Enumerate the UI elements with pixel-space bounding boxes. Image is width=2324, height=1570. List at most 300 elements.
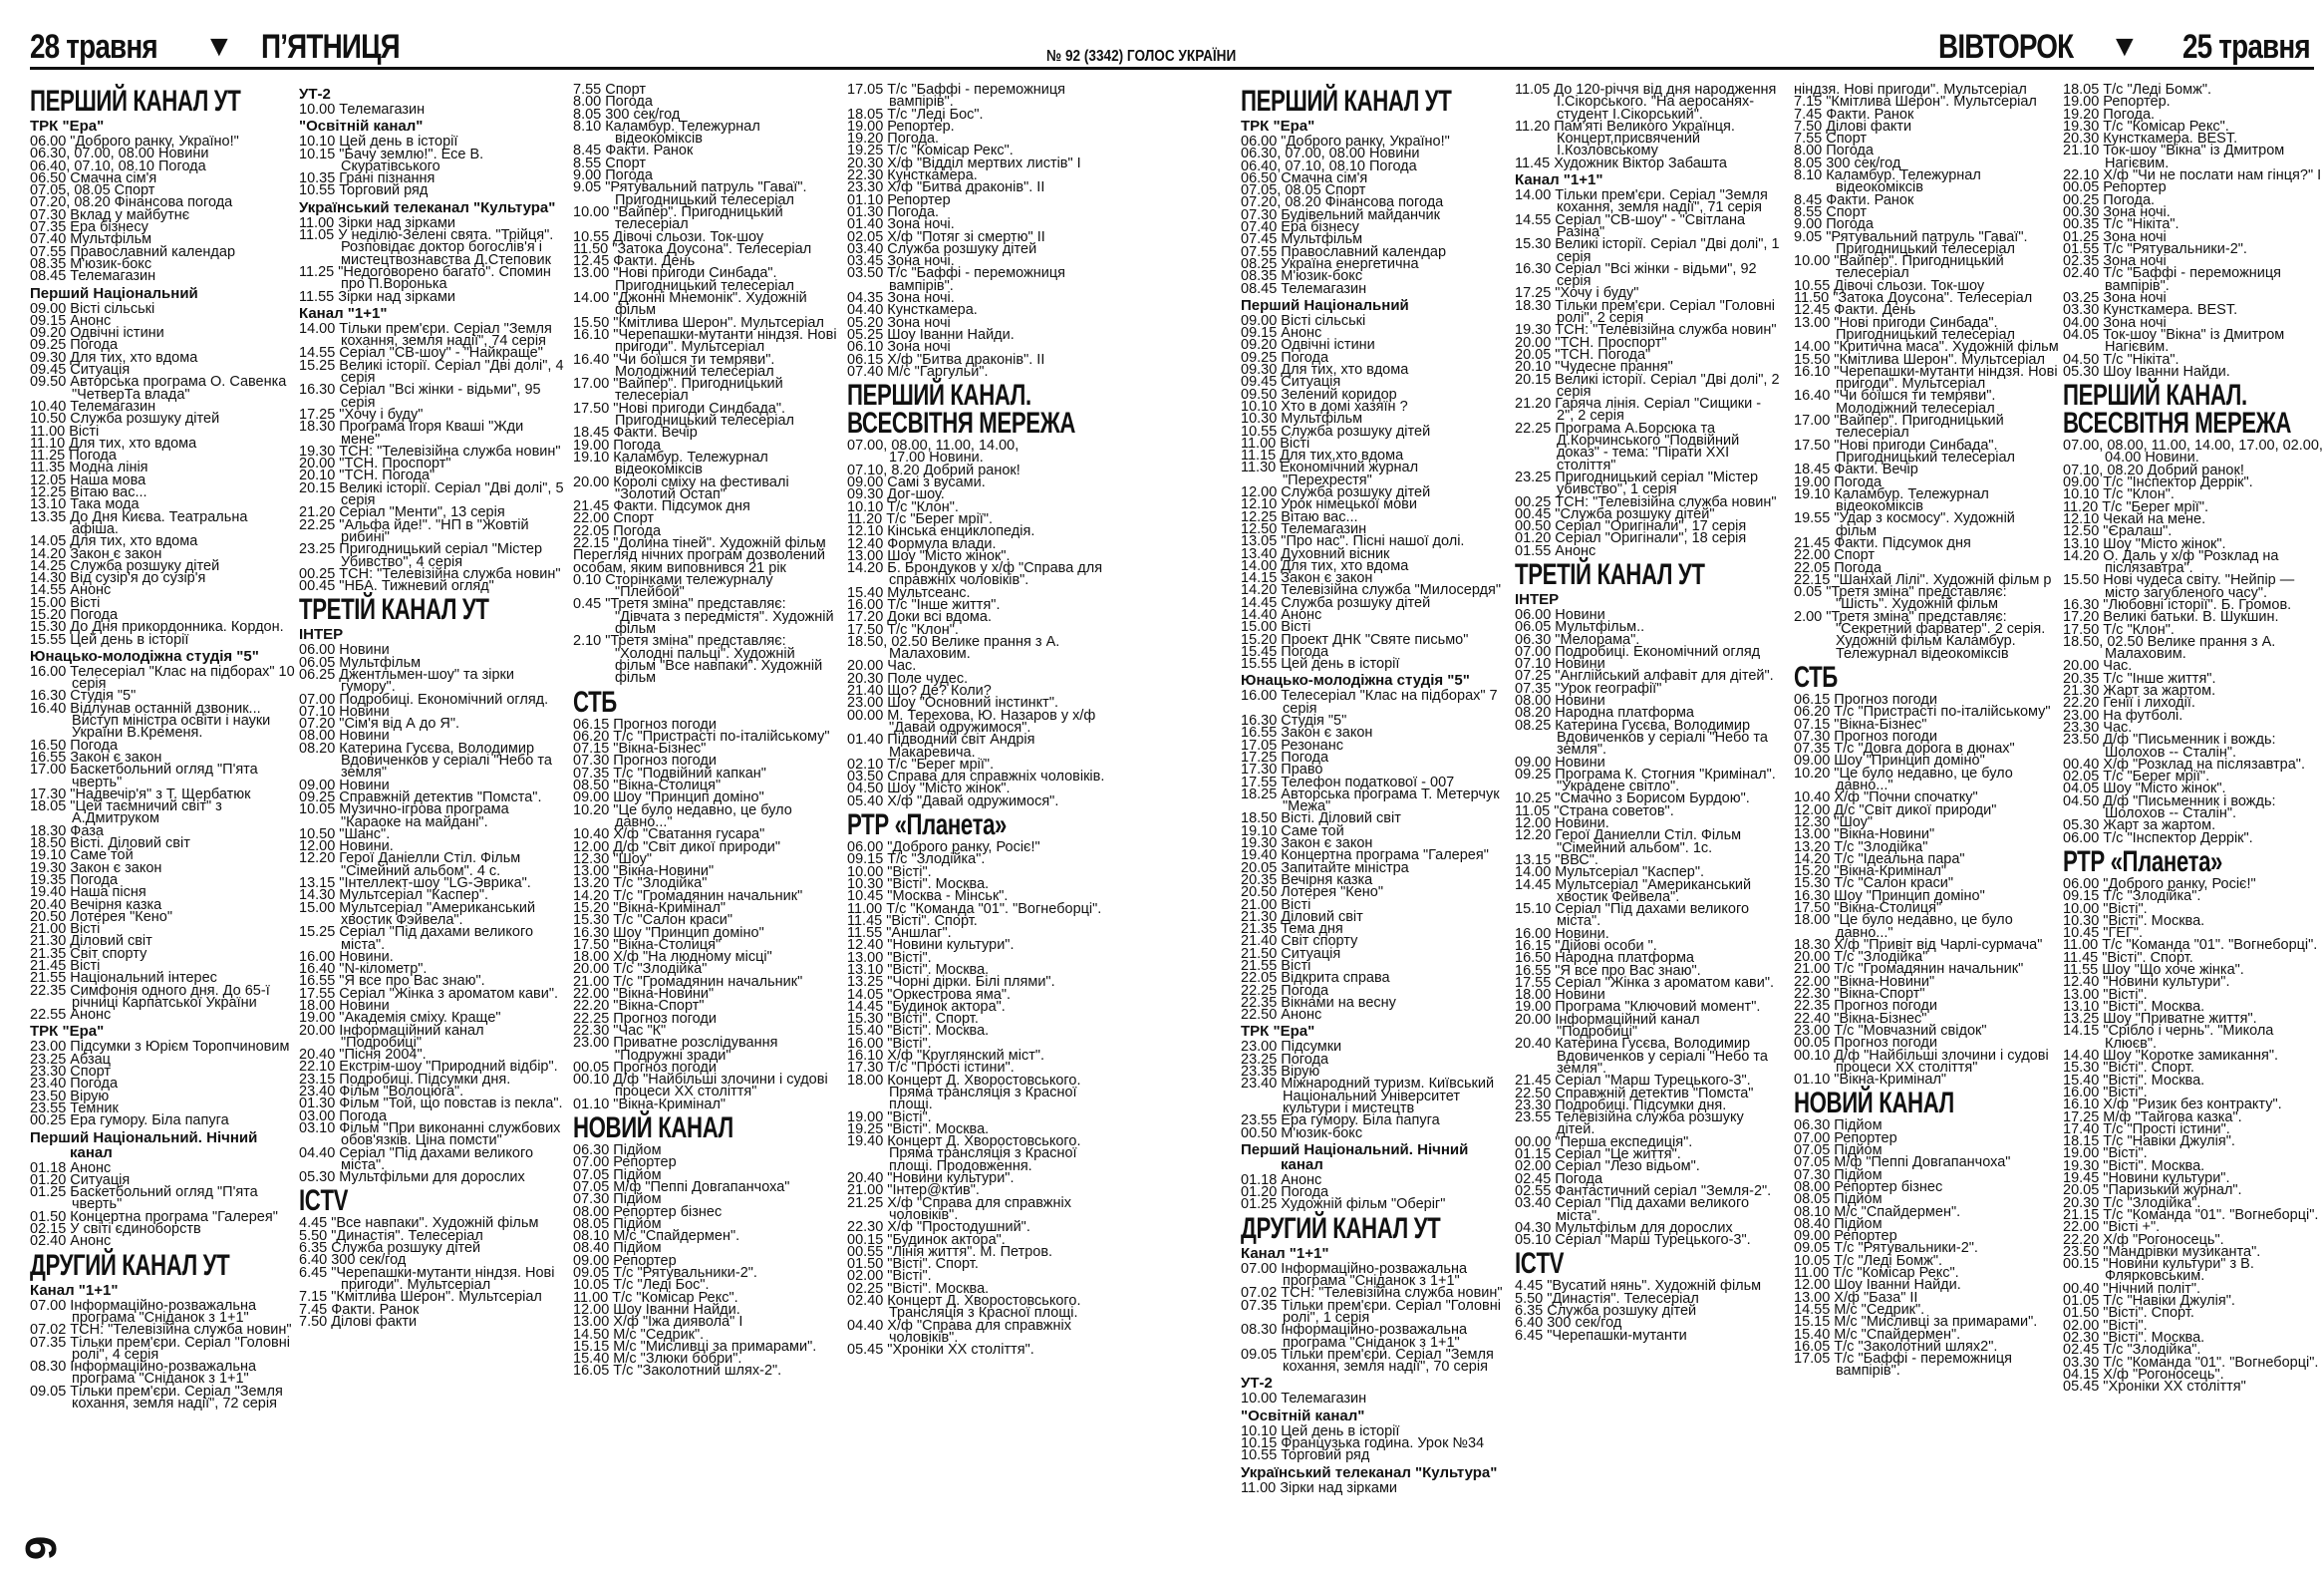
program-time: 10.20 — [1794, 765, 1831, 782]
program-title: "Вікна-Новини" — [1834, 973, 1935, 990]
program-time: 01.05 — [2063, 1293, 2100, 1310]
program-time: 10.55 — [299, 182, 336, 199]
program-time: 22.15 — [1794, 571, 1831, 588]
program-title: Великі історії. Серіал "Дві долі", 1 серія — [1555, 236, 1780, 265]
program-time: 01.40 — [847, 732, 884, 749]
program-time: 12.10 — [847, 523, 884, 540]
program-time: 10.10 — [847, 498, 884, 515]
program-time: 05.45 — [847, 1342, 884, 1359]
program-time: 16.30 — [573, 924, 610, 941]
program-title: Формула влади. — [887, 535, 997, 552]
program-title: "Третя зміна" представляє: "Шість". Художній фільм — [1826, 584, 2007, 613]
program-title: Новини — [339, 642, 390, 659]
program-time: 23.00 — [1241, 1039, 1278, 1056]
program-item — [1515, 118, 1780, 159]
program-title: Служба розшуку дітей — [1547, 1303, 1697, 1320]
program-title: "Династія". Телесеріал — [1547, 1290, 1699, 1307]
program-item — [847, 1317, 1112, 1346]
program-title: Вісті — [70, 958, 101, 974]
program-title: Чекай на мене. — [2103, 510, 2206, 527]
program-title: Т/с "Леді Бомж". — [2103, 82, 2212, 98]
program-time: 10.00 — [1241, 1391, 1278, 1408]
program-title: Народна платформа — [1555, 705, 1694, 722]
program-title: "Чорні дірки. Білі плями". — [887, 974, 1055, 991]
program-title: Служба розшуку дітей — [70, 557, 220, 574]
program-title: "Вікна-Кримінал" — [1834, 863, 1947, 880]
program-time: 15.15 — [1794, 1314, 1831, 1331]
program-title: Мультфільм — [70, 231, 152, 248]
program-title: "Будинок актора". — [887, 998, 1006, 1015]
program-title: Погода — [1281, 749, 1329, 766]
program-title: Ситуація — [70, 1171, 131, 1188]
program-time: 19.00 — [1794, 473, 1831, 490]
program-title: Програма Ігоря Кваші "Жди мене" — [339, 419, 524, 448]
program-title: Т/с "Нікіта". — [2103, 216, 2179, 233]
program-title: Закон є закон — [70, 859, 162, 876]
program-time: 00.30 — [2063, 203, 2100, 220]
program-time: 22.25 — [299, 516, 336, 533]
program-title: М/с "Мисливці за примарами". — [613, 1338, 817, 1355]
program-title: Новини — [339, 777, 390, 793]
program-title: Т/с "Подвійний капкан" — [613, 765, 766, 782]
program-time: 20.00 — [573, 473, 610, 490]
program-title: Т/с "Баффі - переможниця вампірів". — [2103, 265, 2282, 294]
program-time: 00.50 — [1241, 1124, 1278, 1141]
program-item — [30, 764, 295, 788]
program-title: Т/с "Баффі - переможниця вампірів". — [887, 82, 1066, 111]
program-title: Підйом — [613, 1215, 662, 1232]
program-item — [847, 633, 1112, 663]
program-title: Т/с "Громадянин начальник" — [613, 973, 803, 990]
program-title: Серіал "Менти", 13 серія — [339, 504, 505, 521]
program-title: М'юзик-бокс — [1281, 1124, 1363, 1141]
program-title: Шоу "Принцип доміно" — [613, 789, 764, 806]
program-time: 02.00 — [847, 1268, 884, 1285]
program-title: "ТСН. Проспорт" — [339, 456, 451, 472]
program-time: 21.35 — [30, 945, 67, 962]
program-title: Ситуація — [1281, 374, 1341, 391]
program-item — [573, 449, 838, 478]
program-title: "Шанс". — [339, 825, 391, 842]
program-time: 07.02 — [1241, 1285, 1278, 1302]
column-8 — [2063, 82, 2324, 1396]
program-item — [2063, 326, 2324, 356]
program-title: Французька година. Урок №34 — [1281, 1435, 1485, 1452]
program-title: Для тих, хто вдома — [70, 349, 198, 366]
program-title: "Доброго ранку, Україно!" — [1281, 134, 1450, 150]
program-title: Шоу "Принцип доміно" — [1834, 887, 1985, 904]
program-title: Анонс — [70, 1007, 112, 1024]
program-time: 17.55 — [1241, 774, 1278, 790]
program-time: 18.05 — [30, 798, 67, 815]
program-title: Т/с "Баффі - переможниця вампірів". — [887, 265, 1066, 294]
program-time: 07.20, 08.20 — [1241, 194, 1321, 211]
program-title: Т/с "Комісар Рекс". — [612, 1289, 738, 1306]
program-time: 11.00 — [1794, 1265, 1830, 1282]
program-time: 01.50 — [30, 1208, 67, 1225]
program-time: 13.05 — [1241, 533, 1278, 550]
program-time: 15.45 — [1241, 643, 1278, 660]
program-item — [299, 288, 564, 305]
program-item — [1515, 829, 1780, 854]
program-title: Шоу Іванни Найди. — [887, 326, 1015, 343]
program-time: 06.30, 07.00, 08.00 — [30, 146, 154, 162]
program-time: 07.40 — [1241, 219, 1278, 236]
program-title: Модна лінія — [69, 460, 148, 476]
program-title: "Надвечір'я" з Т. Щербатюк — [70, 785, 251, 802]
program-title: Т/с "Громадянин начальник" — [1834, 961, 2024, 978]
program-time: 16.40 — [299, 961, 336, 978]
left-weekday: П’ЯТНИЦЯ — [261, 28, 400, 66]
program-time: 8.00 — [1794, 143, 1823, 159]
program-title: Погода. — [2103, 191, 2156, 208]
program-time: 17.50 — [2063, 621, 2100, 638]
program-title: Концертна програма "Галерея" — [70, 1208, 278, 1225]
program-time: 06.30, 07.00, 08.00 — [1241, 146, 1365, 162]
right-date: 25 травня — [2182, 28, 2310, 66]
program-title: Інформаційно-розважальна програма "Сніданок з 1+1" — [70, 1297, 257, 1326]
program-title: Шоу "Коротке замикання". — [2103, 1048, 2279, 1065]
program-title: Серіал "СВ-шоу" - "Світлана Разіна" — [1555, 211, 1746, 240]
program-time: 17.00 — [30, 762, 67, 779]
program-title: "Вікна-Кримінал" — [613, 1096, 726, 1112]
program-title: Пригодницький серіал "Містер Убивство", 4 серія — [339, 541, 543, 570]
program-title: Саме той — [70, 847, 134, 864]
program-time: 07.20, 08.20 — [30, 194, 111, 211]
program-title: Х/ф "Рогоносець". — [2103, 1366, 2224, 1383]
program-time: 22.35 — [1794, 998, 1831, 1015]
program-time: 00.25 — [1515, 493, 1552, 510]
program-time: 15.40 — [847, 1023, 884, 1040]
program-item — [299, 1169, 564, 1186]
program-title: 300 сек/год — [331, 1252, 407, 1269]
channel-heading: ICTV — [1515, 1247, 1565, 1281]
program-time: 11.20 — [2063, 498, 2099, 515]
program-time: 15.50 — [573, 314, 610, 331]
program-title: Спорт — [70, 1064, 112, 1081]
program-title: Шоу "Принцип доміно" — [613, 924, 764, 941]
program-time: 13.10 — [2063, 998, 2100, 1015]
program-item — [1241, 1447, 1506, 1464]
program-title: Закон є закон — [1281, 725, 1373, 742]
program-item — [2063, 574, 2324, 599]
program-title: Добрий ранок! — [923, 462, 1020, 478]
program-title: Православний календар — [1281, 243, 1447, 260]
program-title: Програма К. Стогния "Кримінал". "Украдене світло". — [1555, 766, 1776, 795]
program-title: "Вікна-Бізнес" — [1834, 716, 1927, 733]
program-title: "Вісті". — [2103, 1084, 2148, 1100]
channel-subheading: ТРК "Ера" — [30, 118, 105, 135]
program-item — [30, 1007, 295, 1024]
program-item — [573, 1074, 838, 1099]
program-item — [1794, 914, 2059, 939]
channel-heading: ТРЕТІЙ КАНАЛ УТ — [299, 593, 489, 627]
program-item — [299, 1313, 564, 1330]
program-title: Факти. Вечір — [613, 425, 698, 442]
program-title: Будівельний майданчик — [1281, 206, 1440, 223]
program-title: Смачна сім'я — [70, 169, 157, 186]
program-time: 00.25 — [30, 1112, 67, 1129]
program-title: Телесеріал "Клас на підборах" 10 серія — [70, 663, 295, 693]
program-time: 18.05 — [847, 106, 884, 123]
program-time: 11.05 — [1515, 802, 1551, 819]
program-title: Вітаю вас... — [70, 484, 147, 501]
program-title: Подробиці. Підсумки дня. — [339, 1071, 511, 1088]
program-time: 09.05 — [30, 1383, 67, 1400]
program-time: 06.50 — [1241, 169, 1278, 186]
program-title: Для тих, хто вдома — [69, 435, 197, 452]
program-time: 09.50 — [30, 374, 67, 391]
program-time: 08.05 — [573, 1215, 610, 1232]
program-time: 22.05 — [1241, 970, 1278, 987]
program-time: 01.10 — [847, 191, 884, 208]
program-time: 07.30 — [1794, 728, 1831, 745]
program-time: 12.00 — [299, 838, 336, 855]
program-title: Факти. День — [613, 253, 696, 270]
program-title: Т/с "Пристрасті по-італійському" — [613, 728, 830, 745]
program-time: 02.45 — [2063, 1342, 2100, 1359]
program-time: 16.00 — [1515, 925, 1552, 942]
program-item — [30, 1297, 295, 1326]
program-title: Герої Даниелли Стіл. Фільм "Сімейний альбом". 1с. — [1555, 827, 1742, 856]
program-time: 17.00 — [573, 376, 610, 393]
program-item — [30, 800, 295, 825]
program-title: Шоу Іванни Найди. — [2103, 363, 2230, 380]
program-item — [1241, 1297, 1506, 1326]
program-item — [1794, 363, 2059, 393]
program-time: 03.00 — [299, 1107, 336, 1124]
program-item — [1794, 228, 2059, 257]
program-item — [1515, 211, 1780, 240]
program-title: Шоу "Принцип доміно" — [1834, 753, 1985, 770]
program-time: 13.00 — [847, 949, 884, 966]
program-title: Підйом — [1834, 1215, 1883, 1232]
program-title: Новини — [1555, 754, 1605, 771]
program-title: Тільки прем'єри. Серіал "Земля кохання, земля надії", 72 серія — [70, 1383, 283, 1413]
program-time: 16.55 — [299, 973, 336, 990]
program-time: 21.40 — [1241, 933, 1278, 950]
program-title: Факти. Ранок — [1826, 106, 1914, 123]
program-title: "Чи боїшся ти темряви". Молодіжний телесеріал — [1834, 388, 1996, 417]
program-time: 15.20 — [1241, 631, 1278, 648]
program-title: Т/с "Злодійка" — [1834, 838, 1928, 855]
program-item — [2063, 547, 2324, 577]
program-time: 23.00 — [30, 1039, 67, 1056]
program-time: 23.30 — [847, 179, 884, 196]
program-time: 06.00 — [2063, 875, 2100, 892]
program-time: 14.50 — [573, 1326, 610, 1343]
program-time: 11.25 — [299, 263, 335, 280]
program-title: Х/ф "Битва драконів". ІІ — [887, 351, 1045, 368]
program-title: М. Терехова, Ю. Назаров у х/ф "Давай одружимося". — [887, 707, 1096, 736]
program-title: Великі батьки. В. Шукшин. — [2103, 609, 2279, 626]
program-item — [1794, 1072, 2059, 1089]
program-time: 22.20 — [2063, 695, 2100, 712]
program-item — [30, 1112, 295, 1129]
program-title: Тільки прем'єри. Серіал "Земля кохання, земля надії", 71 серія — [1555, 187, 1768, 216]
program-time: 22.15 — [573, 534, 610, 551]
program-title: Т/с "Інспектор Деррік". — [2103, 829, 2253, 846]
program-title: Абзац — [70, 1051, 111, 1068]
program-title: Новини. — [339, 948, 394, 965]
channel-heading: СТБ — [1794, 660, 1838, 694]
program-title: Погода — [605, 94, 653, 111]
program-time: 06.00 — [2063, 829, 2100, 846]
program-title: Служба розшуку дітей — [1281, 594, 1431, 611]
program-title: Національний інтерес — [70, 970, 217, 987]
program-time: 18.05 — [2063, 82, 2100, 98]
program-title: Репортер — [613, 1154, 677, 1171]
program-time: 8.45 — [1794, 191, 1823, 208]
channel-heading: ДРУГИЙ КАНАЛ УТ — [30, 1248, 230, 1282]
program-time: 8.45 — [573, 143, 602, 159]
program-title: "Черепашки-мутанти ніндзя. Нові пригоди". Мультсеріал — [331, 1264, 555, 1293]
program-title: До 120-річчя від дня народження І.Сікорського. "На аеросанях-студент І.Сікорський". — [1554, 82, 1777, 123]
program-time: 04.50 — [2063, 792, 2100, 809]
program-time: 09.00 — [573, 789, 610, 806]
program-time: 8.05 — [1794, 155, 1823, 171]
program-title: ТСН: "Телевізійна служба новин" — [1281, 1285, 1503, 1302]
program-time: 20.50 — [30, 908, 67, 925]
program-time: 08.00 — [573, 1203, 610, 1220]
program-time: 19.55 — [1794, 510, 1831, 527]
program-time: 19.00 — [2063, 94, 2100, 111]
program-time: 07.05 — [1794, 1142, 1831, 1159]
program-time: 07.35 — [30, 219, 67, 236]
program-title: Ділові факти — [1826, 118, 1912, 135]
program-time: 20.05 — [2063, 1182, 2100, 1199]
program-title: 300 сек/год — [1826, 155, 1901, 171]
program-title: Відкрита справа — [1281, 970, 1390, 987]
program-time: 09.00 — [30, 300, 67, 317]
program-title: Вітаю вас... — [1281, 508, 1358, 525]
channel-subheading: УТ-2 — [1241, 1375, 1273, 1393]
program-time: 15.00 — [30, 594, 67, 611]
program-item — [573, 378, 838, 403]
program-title: "НБА. Тижневий огляд" — [339, 578, 494, 595]
column-2 — [299, 84, 564, 1328]
program-title: Серіал "СВ-шоу" - "Найкраще" — [339, 345, 543, 362]
program-title: Новини — [339, 728, 390, 745]
program-time: 23.50 — [2063, 732, 2100, 749]
program-time: 23.25 — [30, 1051, 67, 1068]
program-item — [847, 1342, 1112, 1359]
program-time: 09.45 — [1241, 374, 1278, 391]
program-time: 07.10 — [299, 703, 336, 720]
program-title: Мультсеанс. — [887, 584, 971, 601]
program-time: 14.20 — [1794, 850, 1831, 867]
program-title: Погода — [70, 737, 119, 754]
program-title: Діловий світ — [1281, 908, 1363, 925]
program-time: 20.00 — [2063, 658, 2100, 675]
program-time: 10.10 — [299, 134, 336, 151]
program-title: "Я все про Вас знаю". — [1555, 962, 1701, 979]
program-time: 02.00 — [2063, 1317, 2100, 1334]
program-item — [573, 633, 838, 687]
program-time: 09.00 — [1241, 312, 1278, 329]
program-time: 14.20 — [2063, 547, 2100, 564]
program-title: М/с "Спайдермен". — [613, 1228, 740, 1245]
program-time: 18.30 — [30, 822, 67, 839]
program-title: "Шоу" — [1834, 813, 1874, 830]
program-item — [1794, 586, 2059, 611]
program-time: 14.40 — [1241, 606, 1278, 623]
program-title: Погода — [69, 448, 117, 465]
program-time: 17.55 — [1515, 974, 1552, 991]
program-time: 17.05 — [1794, 1351, 1831, 1368]
program-title: 300 сек/год — [1547, 1315, 1622, 1332]
program-title: "Критична маса". Художній фільм — [1834, 339, 2059, 356]
program-item — [299, 1264, 564, 1293]
program-title: "Вісті". Москва. — [2103, 1157, 2205, 1174]
program-title: "Вайпер". Пригодницький телесеріал — [1834, 413, 2004, 442]
program-title: Підйом — [613, 1240, 662, 1257]
program-time: 20.35 — [2063, 670, 2100, 687]
program-title: Підйом — [613, 1191, 662, 1208]
program-time: 03.25 — [2063, 290, 2100, 307]
program-time: 01.55 — [2063, 240, 2100, 257]
program-title: Х/ф "Рогоносець". — [2103, 1231, 2224, 1248]
program-time: 07.05 — [573, 1178, 610, 1195]
program-item — [1515, 876, 1780, 905]
program-time: 23.30 — [1515, 1097, 1552, 1113]
program-time: 22.50 — [1241, 1007, 1278, 1024]
program-time: 20.00 — [299, 456, 336, 472]
program-title: Прогноз погоди — [1834, 998, 1937, 1015]
program-time: 22.00 — [573, 986, 610, 1003]
program-time: 22.25 — [1241, 982, 1278, 999]
program-time: 12.00 — [1241, 484, 1278, 501]
program-time: 20.00 — [847, 658, 884, 675]
program-title: Підйом — [613, 1142, 662, 1159]
program-title: Шоу "Основний інстинкт". — [887, 695, 1059, 712]
program-time: 2.10 — [573, 633, 602, 650]
program-time: 15.30 — [30, 619, 67, 636]
program-time: 04.05 — [2063, 326, 2100, 343]
program-item — [299, 357, 564, 387]
program-time: 20.00 — [1515, 1011, 1552, 1028]
program-time: 10.35 — [299, 170, 336, 187]
program-time: 22.30 — [847, 1219, 884, 1236]
program-time: 10.00 — [1794, 253, 1831, 270]
program-title: Право — [1281, 762, 1323, 779]
program-time: 06.05 — [1515, 619, 1552, 636]
program-time: 20.00 — [573, 961, 610, 978]
program-item — [1515, 1327, 1780, 1344]
program-time: 7.55 — [573, 82, 602, 98]
program-title: Факти. Підсумок дня — [613, 498, 750, 515]
program-time: 22.20 — [2063, 1231, 2100, 1248]
program-title: Відлунав останній дзвоник... Виступ міністра освіти і науки України В.Кременя. — [70, 700, 271, 742]
program-time: 11.35 — [30, 460, 66, 476]
program-time: 14.00 — [1515, 187, 1552, 204]
program-title: "Доброго ранку, Росіє!" — [2103, 875, 2256, 892]
program-item — [1515, 238, 1780, 263]
program-time: 08.40 — [573, 1240, 610, 1257]
program-time: 01.18 — [30, 1159, 67, 1176]
program-title: Фільм "При виконанні службових обов'язків. Ціна помсти" — [339, 1119, 561, 1149]
program-title: Репортер бізнес — [613, 1203, 723, 1220]
program-time: 07.55 — [1241, 243, 1278, 260]
program-time: 16.30 — [1515, 260, 1552, 277]
program-item — [299, 516, 564, 545]
program-time: 15.40 — [573, 1351, 610, 1368]
program-title: Серіал "Всі жінки - відьми", 95 серія — [339, 382, 541, 411]
program-time: 08.05 — [1794, 1191, 1831, 1208]
program-time: 00.10 — [573, 1072, 610, 1089]
program-title: Концертна програма "Галерея" — [1281, 847, 1489, 864]
program-time: 09.00 — [2063, 474, 2100, 491]
